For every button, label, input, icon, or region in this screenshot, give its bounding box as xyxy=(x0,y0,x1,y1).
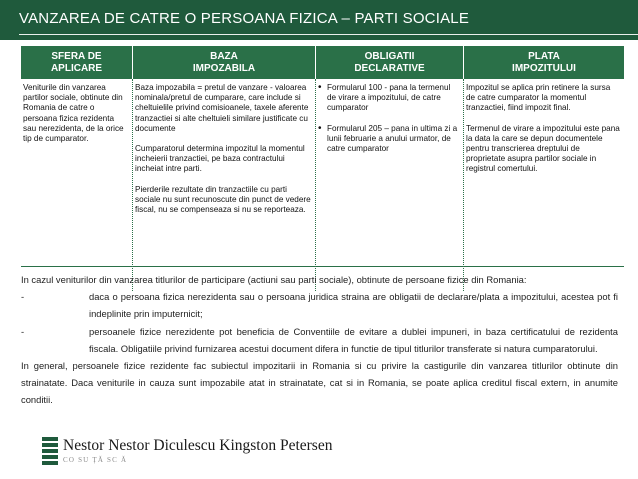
dash-marker: - xyxy=(21,291,25,303)
dash-text: daca o persoana fizica nerezidenta sau o persoana juridica straina are obligatii de declarare/plata a impozitului, acestea pot fi indeplinite prin imputernicit; xyxy=(89,291,618,320)
header-sfera-de-aplicare: SFERA DE APLICARE xyxy=(21,46,133,79)
cell-sfera-de-aplicare xyxy=(21,79,133,291)
cell-text: Termenul de virare a impozitului este pana la data la care se depun documentele pentru transcrierea dreptului de proprietate asupra partilor sociale in registrul comertului. xyxy=(466,123,620,174)
intro-paragraph: In cazul veniturilor din vanzarea titlurilor de participare (actiuni sau parti sociale), obtinute de persoane fizice din Romania: xyxy=(21,274,527,285)
header-baza-impozabila: BAZA IMPOZABILA xyxy=(133,46,316,79)
dash-text: persoanele fizice nerezidente pot beneficia de Conventiile de evitare a dublei impuneri, in baza certificatului de rezidenta fiscala. Obligatiile privind furnizarea acestui document difera in functie de tipul titlurilor transferate si natura cumparatorului. xyxy=(89,325,618,354)
cell-obligatii-declarative xyxy=(316,79,464,291)
list-item: • Formularul 205 – pana in ultima zi a lunii februarie a anului urmator, de catre cumparator xyxy=(318,124,460,155)
dash-paragraph-2 xyxy=(21,323,618,357)
bullet-list xyxy=(318,83,460,154)
body-text xyxy=(21,271,618,409)
general-paragraph: In general, persoanele fizice rezidente fac subiectul impozitarii in Romania si cu privire la castigurile din vanzarea titlurilor obtinute din strainatate. Daca veniturile in cauza sunt impozabile atat in strainatate, cat si in Romania, se poate aplica creditul fiscal extern, in anumite conditii. xyxy=(21,360,618,406)
cell-text: Veniturile din vanzarea partilor sociale, obtinute din Romania de catre o persoana fizica rezidenta sau nerezidenta, de la orice tip de cumparator. xyxy=(23,83,124,144)
table-bottom-divider xyxy=(21,266,624,267)
cell-text: Impozitul se aplica prin retinere la sursa de catre cumparator la momentul tranzactiei, fiind impozit final. xyxy=(466,83,611,113)
cell-text: Cumparatorul determina impozitul la momentul incheierii tranzactiei, pe baza contractului incheiat intre parti. xyxy=(135,144,305,174)
list-item: • Formularul 100 - pana la termenul de virare a impozitului, de catre cumparator xyxy=(318,83,460,114)
tax-table xyxy=(21,46,624,291)
footer-logo xyxy=(42,437,542,467)
firm-tagline: CO SU ȚĂ SC Ă xyxy=(63,456,128,464)
slide-title: VANZAREA DE CATRE O PERSOANA FIZICA – PARTI SOCIALE xyxy=(19,10,470,27)
firm-name: Nestor Nestor Diculescu Kingston Petersen xyxy=(63,437,333,454)
cell-text: Baza impozabila = pretul de vanzare - valoarea nominala/pretul de cumparare, care include si cheltuielile privind comisioanele, taxele aferente tranzactiei si alte cheltuieli similare justificate cu documente xyxy=(135,83,309,133)
cell-plata-impozitului xyxy=(464,79,624,291)
dash-paragraph-1 xyxy=(21,288,618,322)
table-header-row xyxy=(21,46,624,79)
cell-text: Pierderile rezultate din tranzactiile cu parti sociale nu sunt recunoscute din punct de vedere fiscal, nu se compenseaza si nu se reporteaza. xyxy=(135,184,311,215)
firm-logo-icon xyxy=(42,437,58,467)
header-obligatii-declarative: OBLIGATII DECLARATIVE xyxy=(316,46,464,79)
cell-baza-impozabila xyxy=(133,79,316,291)
header-plata-impozitului: PLATA IMPOZITULUI xyxy=(512,50,576,74)
dash-marker: - xyxy=(21,325,25,337)
title-divider xyxy=(19,34,638,35)
table-body-row xyxy=(21,79,624,291)
